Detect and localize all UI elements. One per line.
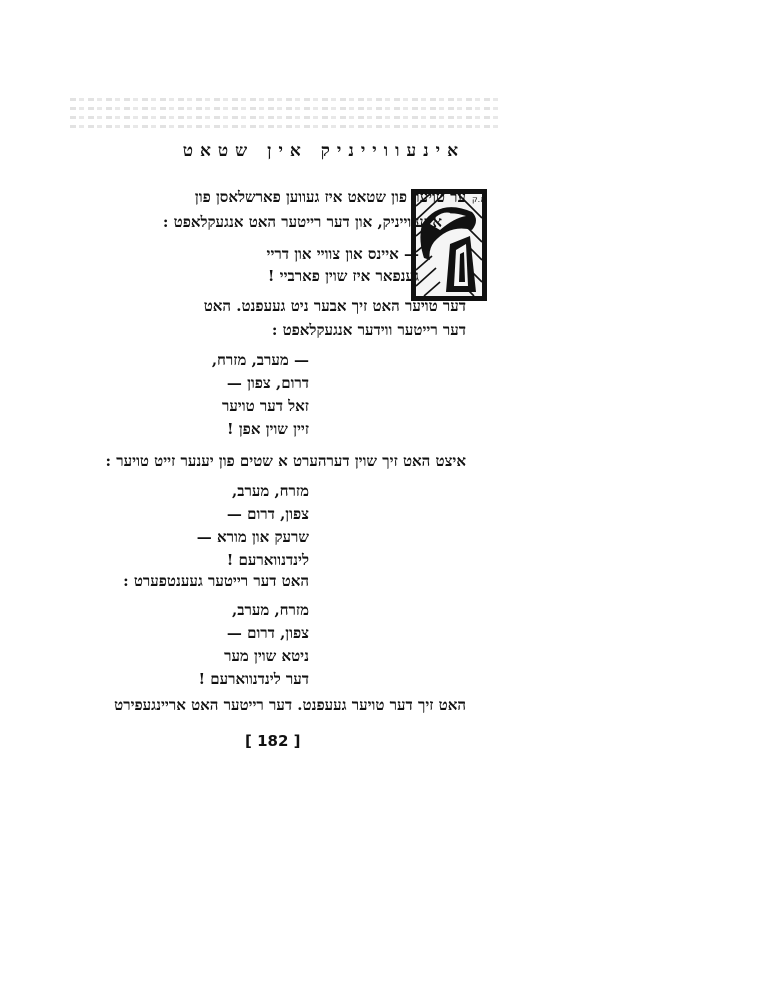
verse-line: לינדנווארעם ! — [226, 551, 309, 569]
verse-line: צפון, דרום — — [226, 505, 309, 523]
verse-line: זאל דער טויער — [221, 397, 309, 415]
verse-line: — מערב, מזרח, — [211, 351, 309, 369]
verse-line: ניטא שוין מער — [224, 647, 309, 665]
page-number: [ 182 ] — [245, 732, 301, 750]
text-line: האט זיך דער טויער געעפנט. דער רייטער האט אריינגעפירט — [114, 696, 466, 714]
text-line: דער טויער האט זיך אבער ניט געעפנט. האט — [203, 297, 466, 315]
text-line: אינעווייניק, און דער רייטער האט אנגעקלאפט : — [162, 213, 442, 231]
svg-text:א.ק: א.ק — [472, 195, 486, 204]
verse-line: גענפאר איז שוין פארביי ! — [267, 267, 419, 285]
page-title: אינעווייניק אין שטאט — [182, 141, 465, 161]
verse-line: — איינס און צוויי און דריי — [266, 245, 419, 263]
verse-line: מזרח, מערב, — [232, 482, 309, 500]
verse-line: דרום, צפון — — [226, 374, 309, 392]
verse-line: צפון, דרום — — [226, 624, 309, 642]
text-line: ער טויער פון שטאט איז געווען פארשלאסן פון — [194, 188, 466, 206]
verse-line: דער לינדנווארעם ! — [198, 670, 309, 688]
text-line: האט דער רייטער געענטפערט : — [123, 572, 309, 590]
text-line: דער רייטער ווידער אנגעקלאפט : — [271, 321, 466, 339]
verse-line: זיין שוין אפן ! — [227, 420, 309, 438]
verse-line: שרעק און מורא — — [196, 528, 309, 546]
verse-line: מזרח, מערב, — [232, 601, 309, 619]
text-line: איצט האט זיך שוין דערהערט א שטים פון יענער זייט טויער : — [105, 452, 466, 470]
